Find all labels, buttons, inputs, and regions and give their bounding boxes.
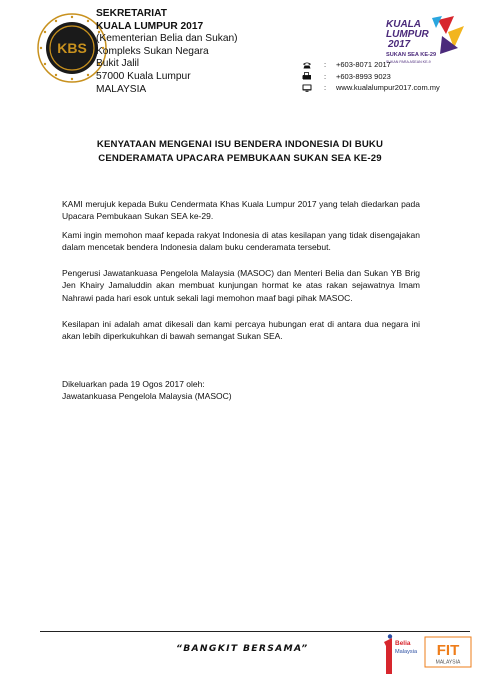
- paragraph-1: KAMI merujuk kepada Buku Cendermata Khas Kuala Lumpur 2017 yang telah diedarkan pada Upacara Pembukaan Sukan SEA ke-29.: [62, 199, 420, 222]
- issued-date-line: Dikeluarkan pada 19 Ogos 2017 oleh:: [62, 379, 205, 389]
- area-name: Bukit Jalil: [96, 58, 140, 70]
- fit-logo-text1: FIT: [436, 642, 460, 659]
- sea-logo-line1: KUALA: [386, 19, 421, 30]
- contact-phone-row: [300, 59, 440, 71]
- ministry-name: (Kementerian Belia dan Sukan): [96, 33, 238, 45]
- fit-malaysia-logo-icon: [424, 636, 472, 668]
- complex-name: Kompleks Sukan Negara: [96, 45, 209, 57]
- statement-title-line2: CENDERAMATA UPACARA PEMBUKAAN SUKAN SEA KE-29: [98, 153, 382, 164]
- sea-logo-line2: LUMPUR: [386, 29, 429, 40]
- org-name: KUALA LUMPUR 2017: [96, 20, 204, 32]
- sea-logo-line5: SUKAN PARA ASEAN KE-9: [386, 60, 431, 64]
- footer-slogan: “BANGKIT BERSAMA”: [176, 643, 309, 654]
- phone-icon: [300, 61, 314, 69]
- sea-logo-line3: 2017: [388, 39, 411, 50]
- phone-separator: :: [323, 60, 327, 69]
- belia-logo-text1: Belia: [395, 640, 411, 647]
- sea-logo-line4: SUKAN SEA KE-29: [386, 52, 437, 58]
- paragraph-2: Kami ingin memohon maaf kepada rakyat Indonesia di atas kesilapan yang tidak disengajakan dalam mencetak bendera Indonesia dalam buku cenderamata tersebut.: [62, 230, 420, 253]
- secretariat-address: [96, 8, 238, 96]
- belia-logo-text2: Malaysia: [395, 649, 418, 655]
- secretariat-label: SEKRETARIAT: [96, 8, 167, 19]
- belia-malaysia-logo-icon: [380, 634, 420, 676]
- web-url[interactable]: www.kualalumpur2017.com.my: [336, 83, 440, 92]
- contact-fax-row: [300, 71, 440, 83]
- fax-number: +603-8993 9023: [336, 71, 391, 81]
- paragraph-4: Kesilapan ini adalah amat dikesali dan kami percaya hubungan erat di antara dua negara ini akan lebih diperkukuhkan di bawah semangat Sukan SEA.: [62, 319, 420, 342]
- contact-info: [300, 59, 440, 94]
- statement-title-line1: KENYATAAN MENGENAI ISU BENDERA INDONESIA DI BUKU: [96, 139, 384, 150]
- fax-icon: [300, 72, 314, 80]
- web-separator: :: [323, 83, 327, 92]
- contact-web-row: [300, 82, 440, 94]
- statement-title: [40, 138, 440, 166]
- paragraph-3: Pengerusi Jawatankuasa Pengelola Malaysia (MASOC) dan Menteri Belia dan Sukan YB Brig Jen Khairy Jamaluddin akan membuat kunjungan hormat ke atas rakan sejawatnya Imam Nahrawi pada hari esok untuk sekali lagi memohon maaf bagi pihak MASOC.: [62, 268, 420, 303]
- fax-separator: :: [323, 71, 327, 81]
- kbs-logo-text: KBS: [57, 40, 87, 56]
- issued-by-block: [62, 378, 232, 403]
- postcode-city: 57000 Kuala Lumpur: [96, 70, 191, 82]
- country-name: MALAYSIA: [96, 83, 147, 95]
- issuer-name: Jawatankuasa Pengelola Malaysia (MASOC): [62, 391, 232, 402]
- phone-number: +603-8071 2017: [336, 60, 391, 69]
- footer-divider: [40, 631, 470, 632]
- fit-logo-text2: MALAYSIA: [435, 659, 461, 666]
- web-icon: [300, 84, 314, 92]
